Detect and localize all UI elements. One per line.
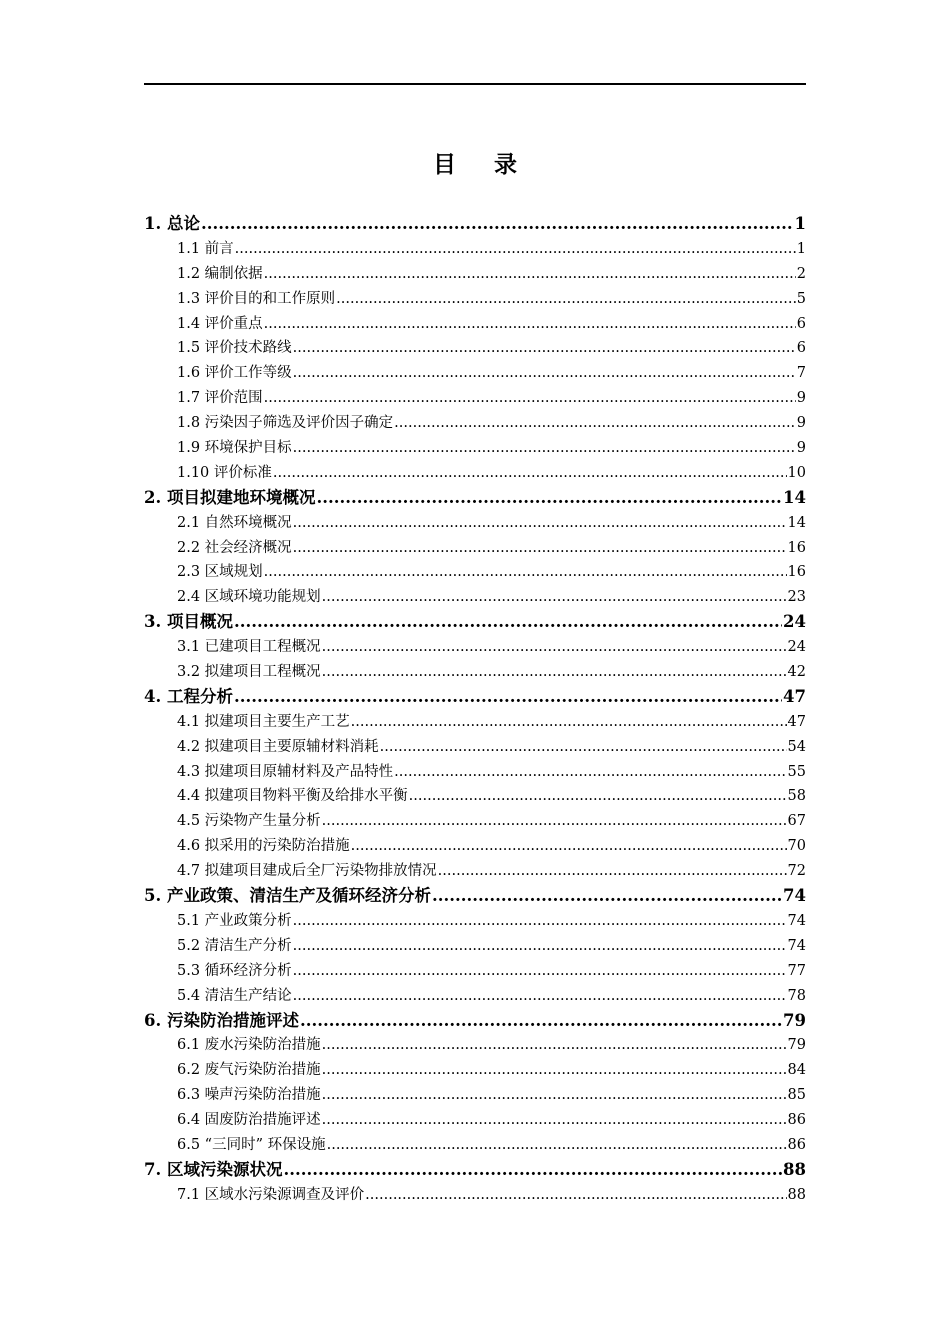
toc-entry-page-number: 1 <box>796 240 806 257</box>
toc-chapter-entry[interactable] <box>144 486 806 511</box>
toc-entry-label: 5.2 清洁生产分析 <box>177 937 292 954</box>
toc-entry-label: 3.2 拟建项目工程概况 <box>177 664 321 681</box>
toc-dot-leader <box>235 237 796 262</box>
toc-dot-leader <box>283 1158 782 1183</box>
toc-entry-label: 1.5 评价技术路线 <box>177 340 292 357</box>
toc-section-entry[interactable] <box>144 361 806 386</box>
toc-entry-label: 5.1 产业政策分析 <box>177 912 292 929</box>
toc-dot-leader <box>438 859 787 884</box>
toc-entry-label: 7. 区域污染源状况 <box>144 1159 283 1179</box>
toc-section-entry[interactable] <box>144 984 806 1009</box>
toc-entry-page-number: 86 <box>787 1112 806 1129</box>
toc-entry-label: 1.2 编制依据 <box>177 265 263 282</box>
toc-dot-leader <box>351 710 787 735</box>
toc-section-entry[interactable] <box>144 1083 806 1108</box>
toc-dot-leader <box>293 909 787 934</box>
toc-entry-label: 4.2 拟建项目主要原辅材料消耗 <box>177 738 379 755</box>
toc-entry-label: 5. 产业政策、清洁生产及循环经济分析 <box>144 886 431 906</box>
toc-entry-label: 5.4 清洁生产结论 <box>177 987 292 1004</box>
toc-section-entry[interactable] <box>144 784 806 809</box>
page-title: 目录 <box>433 151 555 178</box>
toc-section-entry[interactable] <box>144 287 806 312</box>
toc-entry-label: 3. 项目概况 <box>144 612 233 632</box>
toc-section-entry[interactable] <box>144 909 806 934</box>
toc-section-entry[interactable] <box>144 710 806 735</box>
toc-entry-page-number: 85 <box>787 1087 806 1104</box>
toc-section-entry[interactable] <box>144 660 806 685</box>
toc-section-entry[interactable] <box>144 585 806 610</box>
toc-entry-label: 4.3 拟建项目原辅材料及产品特性 <box>177 763 394 780</box>
toc-section-entry[interactable] <box>144 859 806 884</box>
toc-dot-leader <box>201 212 794 237</box>
toc-section-entry[interactable] <box>144 461 806 486</box>
toc-entry-label: 2. 项目拟建地环境概况 <box>144 487 316 507</box>
toc-entry-label: 6.1 废水污染防治措施 <box>177 1037 321 1054</box>
toc-dot-leader <box>322 585 787 610</box>
toc-entry-label: 1.1 前言 <box>177 240 234 257</box>
toc-section-entry[interactable] <box>144 511 806 536</box>
toc-entry-page-number: 78 <box>787 987 806 1004</box>
toc-section-entry[interactable] <box>144 336 806 361</box>
toc-dot-leader <box>327 1133 787 1158</box>
toc-chapter-entry[interactable] <box>144 1158 806 1183</box>
toc-entry-label: 1.4 评价重点 <box>177 315 263 332</box>
toc-dot-leader <box>336 287 796 312</box>
toc-entry-page-number: 58 <box>787 788 806 805</box>
toc-section-entry[interactable] <box>144 959 806 984</box>
toc-entry-page-number: 16 <box>787 564 806 581</box>
toc-dot-leader <box>264 312 796 337</box>
toc-section-entry[interactable] <box>144 809 806 834</box>
toc-section-entry[interactable] <box>144 386 806 411</box>
toc-entry-page-number: 14 <box>787 514 806 531</box>
toc-entry-label: 2.4 区域环境功能规划 <box>177 589 321 606</box>
toc-dot-leader <box>409 784 787 809</box>
toc-entry-page-number: 9 <box>796 390 806 407</box>
toc-entry-page-number: 14 <box>783 487 806 507</box>
toc-section-entry[interactable] <box>144 934 806 959</box>
toc-dot-leader <box>365 1183 786 1208</box>
toc-entry-page-number: 6 <box>796 315 806 332</box>
toc-entry-label: 6.2 废气污染防治措施 <box>177 1062 321 1079</box>
toc-chapter-entry[interactable] <box>144 1009 806 1034</box>
toc-entry-label: 7.1 区域水污染源调查及评价 <box>177 1186 365 1203</box>
toc-entry-page-number: 74 <box>787 937 806 954</box>
toc-section-entry[interactable] <box>144 834 806 859</box>
toc-dot-leader <box>316 486 782 511</box>
toc-entry-page-number: 9 <box>796 415 806 432</box>
toc-dot-leader <box>293 336 796 361</box>
toc-dot-leader <box>293 511 787 536</box>
toc-dot-leader <box>322 660 787 685</box>
toc-entry-page-number: 47 <box>783 686 806 706</box>
toc-entry-label: 4.5 污染物产生量分析 <box>177 813 321 830</box>
toc-entry-page-number: 5 <box>796 290 806 307</box>
toc-entry-page-number: 54 <box>787 738 806 755</box>
toc-section-entry[interactable] <box>144 760 806 785</box>
toc-section-entry[interactable] <box>144 411 806 436</box>
toc-entry-label: 2.1 自然环境概况 <box>177 514 292 531</box>
toc-entry-page-number: 84 <box>787 1062 806 1079</box>
toc-dot-leader <box>432 884 782 909</box>
toc-chapter-entry[interactable] <box>144 212 806 237</box>
toc-entry-page-number: 86 <box>787 1136 806 1153</box>
toc-entry-page-number: 24 <box>787 639 806 656</box>
toc-dot-leader <box>273 461 787 486</box>
toc-dot-leader <box>293 361 796 386</box>
toc-entry-page-number: 88 <box>787 1186 806 1203</box>
toc-entry-page-number: 16 <box>787 539 806 556</box>
toc-section-entry[interactable] <box>144 1033 806 1058</box>
toc-entry-label: 1. 总论 <box>144 214 200 233</box>
toc-entry-label: 1.3 评价目的和工作原则 <box>177 290 336 307</box>
toc-entry-page-number: 42 <box>787 664 806 681</box>
toc-entry-label: 6.3 噪声污染防治措施 <box>177 1087 321 1104</box>
toc-dot-leader <box>264 386 796 411</box>
toc-entry-page-number: 1 <box>794 214 806 233</box>
toc-dot-leader <box>394 760 786 785</box>
toc-entry-label: 3.1 已建项目工程概况 <box>177 639 321 656</box>
toc-dot-leader <box>293 934 787 959</box>
toc-entry-page-number: 9 <box>796 440 806 457</box>
toc-section-entry[interactable] <box>144 560 806 585</box>
toc-dot-leader <box>300 1009 782 1034</box>
toc-dot-leader <box>322 635 787 660</box>
toc-dot-leader <box>293 436 796 461</box>
toc-section-entry[interactable] <box>144 735 806 760</box>
toc-entry-label: 1.6 评价工作等级 <box>177 365 292 382</box>
toc-entry-label: 4.7 拟建项目建成后全厂污染物排放情况 <box>177 863 437 880</box>
toc-chapter-entry[interactable] <box>144 884 806 909</box>
toc-dot-leader <box>351 834 787 859</box>
toc-entry-label: 1.7 评价范围 <box>177 390 263 407</box>
toc-entry-label: 4.4 拟建项目物料平衡及给排水平衡 <box>177 788 408 805</box>
toc-section-entry[interactable] <box>144 635 806 660</box>
toc-section-entry[interactable] <box>144 1108 806 1133</box>
toc-chapter-entry[interactable] <box>144 685 806 710</box>
toc-dot-leader <box>293 536 787 561</box>
toc-dot-leader <box>322 1108 787 1133</box>
toc-entry-label: 4.1 拟建项目主要生产工艺 <box>177 713 350 730</box>
toc-entry-label: 6.4 固废防治措施评述 <box>177 1112 321 1129</box>
toc-dot-leader <box>264 560 787 585</box>
toc-entry-label: 2.2 社会经济概况 <box>177 539 292 556</box>
toc-dot-leader <box>322 1033 787 1058</box>
toc-entry-page-number: 70 <box>787 838 806 855</box>
toc-entry-label: 1.10 评价标准 <box>177 464 272 481</box>
toc-entry-label: 5.3 循环经济分析 <box>177 962 292 979</box>
toc-section-entry[interactable] <box>144 1183 806 1208</box>
toc-entry-label: 1.8 污染因子筛选及评价因子确定 <box>177 415 394 432</box>
toc-entry-page-number: 55 <box>787 763 806 780</box>
toc-entry-label: 4.6 拟采用的污染防治措施 <box>177 838 350 855</box>
toc-dot-leader <box>380 735 787 760</box>
toc-entry-page-number: 2 <box>796 265 806 282</box>
toc-dot-leader <box>293 959 787 984</box>
toc-dot-leader <box>264 262 796 287</box>
toc-section-entry[interactable] <box>144 312 806 337</box>
toc-entry-page-number: 79 <box>787 1037 806 1054</box>
toc-entry-page-number: 74 <box>787 912 806 929</box>
toc-dot-leader <box>322 1058 787 1083</box>
toc-entry-label: 4. 工程分析 <box>144 686 233 706</box>
toc-section-entry[interactable] <box>144 1133 806 1158</box>
toc-entry-page-number: 88 <box>783 1159 806 1179</box>
toc-entry-page-number: 47 <box>787 713 806 730</box>
header-rule <box>144 83 806 85</box>
toc-dot-leader <box>322 809 787 834</box>
toc-dot-leader <box>234 610 782 635</box>
toc-entry-page-number: 10 <box>787 464 806 481</box>
toc-section-entry[interactable] <box>144 1058 806 1083</box>
toc-dot-leader <box>293 984 787 1009</box>
toc-entry-page-number: 6 <box>796 340 806 357</box>
toc-entry-page-number: 67 <box>787 813 806 830</box>
toc-entry-page-number: 24 <box>783 612 806 632</box>
toc-section-entry[interactable] <box>144 536 806 561</box>
toc-section-entry[interactable] <box>144 237 806 262</box>
toc-entry-page-number: 79 <box>783 1010 806 1030</box>
toc-entry-label: 6. 污染防治措施评述 <box>144 1010 299 1030</box>
table-of-contents <box>144 212 806 1208</box>
toc-section-entry[interactable] <box>144 262 806 287</box>
toc-entry-page-number: 72 <box>787 863 806 880</box>
toc-dot-leader <box>394 411 796 436</box>
toc-entry-page-number: 74 <box>783 886 806 906</box>
toc-section-entry[interactable] <box>144 436 806 461</box>
toc-entry-label: 6.5 “三同时” 环保设施 <box>177 1136 326 1153</box>
toc-chapter-entry[interactable] <box>144 610 806 635</box>
toc-entry-page-number: 23 <box>787 589 806 606</box>
toc-entry-label: 2.3 区域规划 <box>177 564 263 581</box>
toc-dot-leader <box>322 1083 787 1108</box>
toc-entry-page-number: 77 <box>787 962 806 979</box>
toc-entry-label: 1.9 环境保护目标 <box>177 440 292 457</box>
toc-dot-leader <box>234 685 782 710</box>
toc-entry-page-number: 7 <box>796 365 806 382</box>
